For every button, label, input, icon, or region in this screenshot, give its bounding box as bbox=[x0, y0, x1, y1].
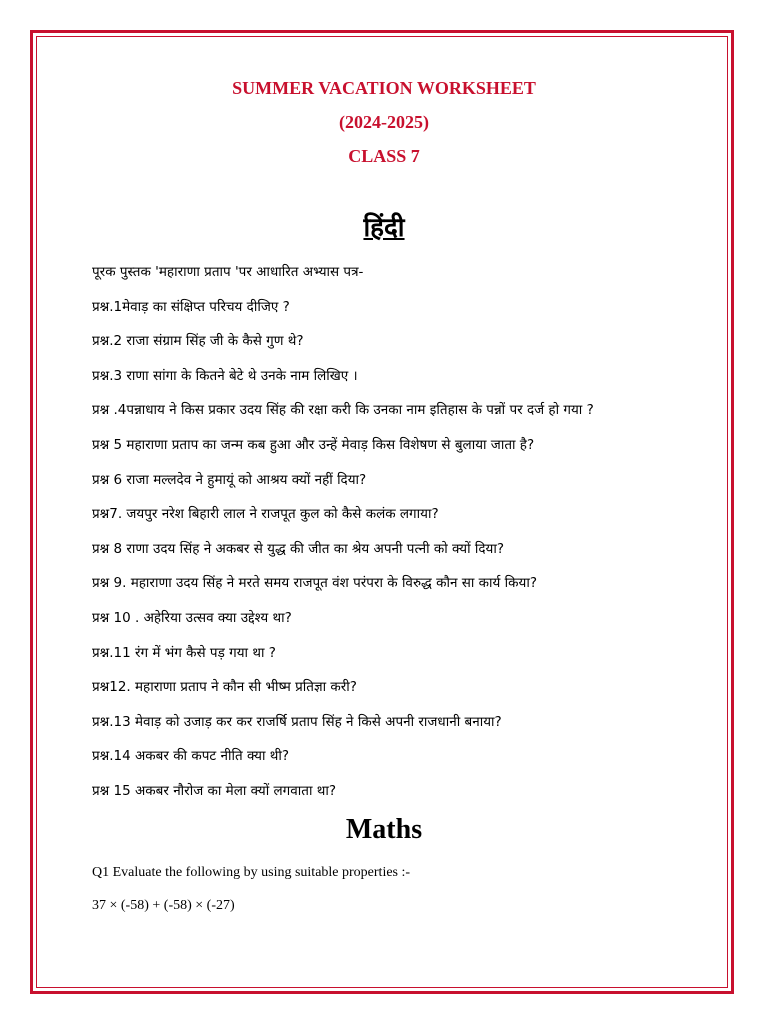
hindi-question: प्रश्न7. जयपुर नरेश बिहारी लाल ने राजपूत कुल को कैसे कलंक लगाया? bbox=[92, 506, 439, 523]
hindi-question: प्रश्न.13 मेवाड़ को उजाड़ कर कर राजर्षि प्रताप सिंह ने किसे अपनी राजधानी बनाया? bbox=[92, 713, 502, 730]
hindi-question: प्रश्न .4पन्नाधाय ने किस प्रकार उदय सिंह की रक्षा करी कि उनका नाम इतिहास के पन्नों पर दर्ज हो गया ? bbox=[92, 402, 594, 419]
hindi-question: प्रश्न 10 . अहेरिया उत्सव क्या उद्देश्य था? bbox=[92, 609, 292, 626]
hindi-question: प्रश्न 8 राणा उदय सिंह ने अकबर से युद्ध की जीत का श्रेय अपनी पत्नी को क्यों दिया? bbox=[92, 540, 505, 557]
maths-expression: 37 × (-58) + (-58) × (-27) bbox=[92, 898, 235, 913]
worksheet-session: (2024-2025) bbox=[339, 112, 429, 132]
hindi-question: प्रश्न.2 राजा संग्राम सिंह जी के कैसे गुण थे? bbox=[92, 333, 304, 350]
worksheet-title: SUMMER VACATION WORKSHEET bbox=[232, 78, 536, 98]
hindi-question: प्रश्न.11 रंग में भंग कैसे पड़ गया था ? bbox=[92, 644, 276, 661]
hindi-question: प्रश्न 6 राजा मल्लदेव ने हुमायूं को आश्रय क्यों नहीं दिया? bbox=[92, 471, 367, 488]
hindi-question: प्रश्न.1मेवाड़ का संक्षिप्त परिचय दीजिए ? bbox=[92, 298, 290, 315]
hindi-question: प्रश्न 9. महाराणा उदय सिंह ने मरते समय राजपूत वंश परंपरा के विरुद्ध कौन सा कार्य किया? bbox=[92, 575, 537, 592]
hindi-question: प्रश्न12. महाराणा प्रताप ने कौन सी भीष्म प्रतिज्ञा करी? bbox=[92, 679, 357, 696]
hindi-question-list bbox=[92, 262, 712, 816]
worksheet-class: CLASS 7 bbox=[348, 146, 420, 166]
hindi-question: प्रश्न 15 अकबर नौरोज का मेला क्यों लगवाता था? bbox=[92, 782, 337, 799]
hindi-question: प्रश्न.3 राणा सांगा के कितने बेटे थे उनके नाम लिखिए । bbox=[92, 367, 358, 384]
hindi-intro-line: पूरक पुस्तक 'महाराणा प्रताप 'पर आधारित अभ्यास पत्र- bbox=[92, 264, 364, 280]
hindi-question: प्रश्न.14 अकबर की कपट नीति क्या थी? bbox=[92, 748, 290, 765]
hindi-section-heading: हिंदी bbox=[363, 213, 405, 243]
hindi-question: प्रश्न 5 महाराणा प्रताप का जन्म कब हुआ और उन्हें मेवाड़ किस विशेषण से बुलाया जाता है? bbox=[92, 436, 535, 453]
maths-question-1: Q1 Evaluate the following by using suitable properties :- bbox=[92, 865, 411, 880]
maths-section-heading: Maths bbox=[345, 814, 423, 845]
